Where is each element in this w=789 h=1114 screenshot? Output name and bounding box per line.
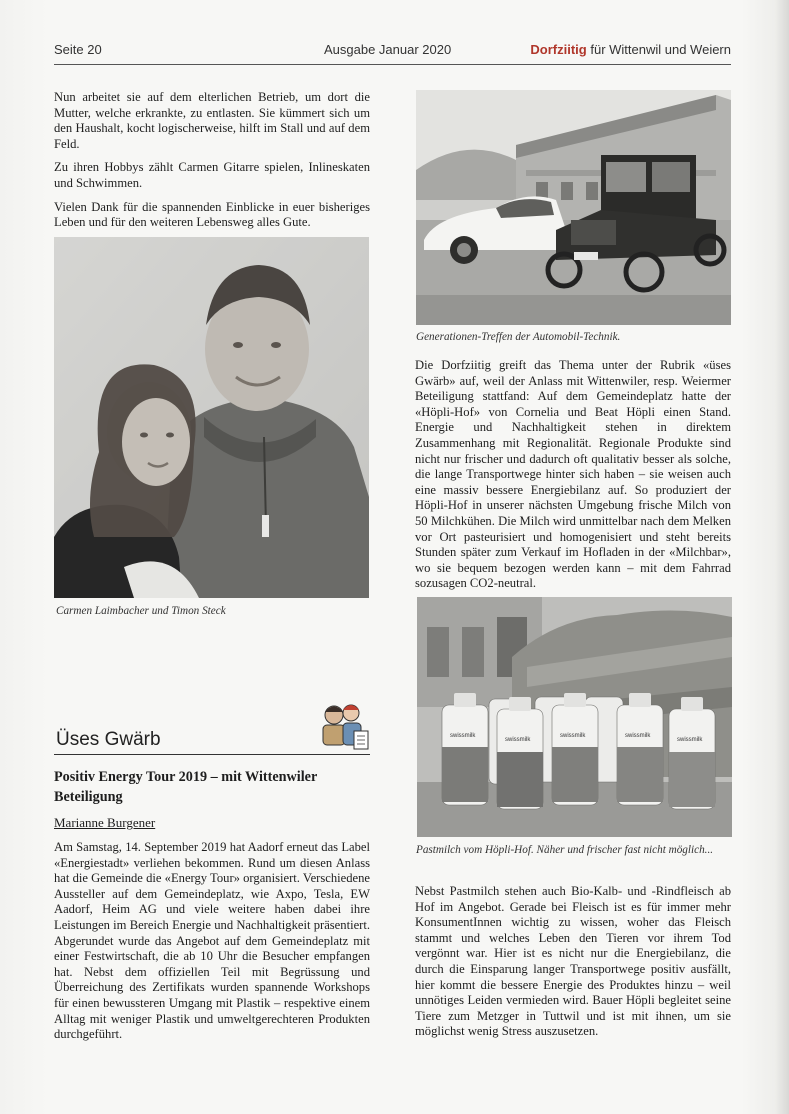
- milk-caption: Pastmilch vom Höpli-Hof. Näher und frischer fast nicht möglich...: [416, 844, 714, 856]
- header-rule: [54, 64, 731, 65]
- brand-subtitle: für Wittenwil und Weiern: [586, 42, 731, 57]
- milk-label: swissmilk: [505, 737, 531, 743]
- car-photo: [416, 90, 731, 325]
- milk-bottles-photo: [417, 597, 732, 837]
- intro-paragraph: Zu ihren Hobbys zählt Carmen Gitarre spielen, Inlineskaten und Schwimmen.: [54, 160, 370, 190]
- milk-label: swissmilk: [450, 733, 476, 739]
- car-photo-drawing: [416, 90, 731, 325]
- article-author: Marianne Burgener: [54, 815, 156, 830]
- page-edge-shadow: [775, 0, 789, 1114]
- article-body-right-2: [415, 884, 731, 1048]
- brand-name: Dorfziitig: [530, 42, 587, 57]
- section-title: Üses Gwärb: [56, 729, 161, 750]
- people-icon: [314, 701, 370, 753]
- publication-brand: [530, 42, 731, 57]
- couple-photo-drawing: [54, 237, 369, 598]
- intro-paragraph: Vielen Dank für die spannenden Einblicke in euer bisheriges Leben und für den weiteren Lebensweg alles Gute.: [54, 199, 370, 230]
- couple-caption: Carmen Laimbacher und Timon Steck: [56, 605, 226, 617]
- intro-text: [54, 90, 370, 239]
- article-body-right-1: [415, 358, 731, 600]
- intro-paragraph: Nun arbeitet sie auf dem elterlichen Betrieb, um dort die Mutter, welche erkrankte, zu entlasten. Sie kümmert sich um den Haushalt, kocht logischerweise, hilft im Stall und auf dem Feld.: [54, 90, 370, 151]
- article-title: Positiv Energy Tour 2019 – mit Wittenwiler Beteiligung: [54, 769, 317, 805]
- article-body-left: [54, 840, 370, 1051]
- page-number: Seite 20: [54, 42, 102, 57]
- section-rule: [54, 754, 370, 755]
- milk-label: swissmilk: [625, 733, 651, 739]
- milk-label: swissmilk: [560, 733, 586, 739]
- article-paragraph: Am Samstag, 14. September 2019 hat Aadorf erneut das Label «Energiestadt» verliehen bekommen. Rund um diesen Anlass hat die Gemeinde die «Energy Tour» organisiert. Verschiedene Aussteller auf dem Gemeindeplatz, wie Axpo, Tesla, EW Aadorf, Heim AG und viele weitere haben dabei ihre Leistungen im Bereich Energie und Nachhaltigkeit präsentiert. Abgerundet wurde das Angebot auf dem Gemeindeplatz mit einer Festwirtschaft, die ab 10 Uhr die Besucher empfangen hat. Nebst dem offiziellen Teil mit Begrüssung und Überreichung des Zertifikats wurden spannende Workshops für einen bewussteren Umgang mit Plastik – respektive einem Alltag mit weniger Plastik und umweltgerechteren Produkten durchgeführt.: [54, 840, 370, 1042]
- article-paragraph: Die Dorfziitig greift das Thema unter der Rubrik «üses Gwärb» auf, weil der Anlass mit Wittenwiler, resp. Weiermer Beteiligung stattfand: Auf dem Gemeindeplatz hatte der «Höpli-Hof» von Cornelia und Beat Höpli einen Stand. Energie und Nachhaltigkeit stehen in direktem Zusammenhang mit Regionalität. Regionale Produkte sind nicht nur frischer und dadurch oft qualitativ besser als solche, die lange Transportwege hinter sich haben – sie weisen auch eine massiv bessere Energiebilanz auf. So produziert der Höpli-Hof in unserer nächsten Umgebung frische Milch von 50 Milchkühen. Die Milch wird unmittelbar nach dem Melken vor Ort pasteurisiert und homogenisiert und steht bereits Stunden später zum Verkauf im Hofladen in der «Milchbar», wo sie bequem bezogen werden kann – mit dem Fahrrad sozusagen CO2-neutral.: [415, 358, 731, 591]
- couple-photo: [54, 237, 369, 598]
- milk-photo-drawing: [417, 597, 732, 837]
- milk-label: swissmilk: [677, 737, 703, 743]
- car-caption: Generationen-Treffen der Automobil-Technik.: [416, 331, 621, 343]
- issue-label: Ausgabe Januar 2020: [324, 42, 452, 57]
- page-header: [54, 42, 731, 62]
- section-header: [54, 727, 370, 755]
- article-paragraph: Nebst Pastmilch stehen auch Bio-Kalb- und -Rindfleisch ab Hof im Angebot. Gerade bei Fleisch ist es für immer mehr KonsumentInnen wichtig zu wissen, woher das Fleisch stammt und welches Leben den Tieren vor ihrem Tod vergönnt war. Hier ist es nicht nur die Energiebilanz, die durch die Einsparung langer Transportwege positiv ausfällt, hier kommt die bessere Energie des Produktes hinzu – weil unnötiges Leiden vermieden wird. Bauer Höpli begleitet seine Tiere zum Metzger in Tuttwil und ist mit ihnen, um sie möglichst wenig Stress auszusetzen.: [415, 884, 731, 1039]
